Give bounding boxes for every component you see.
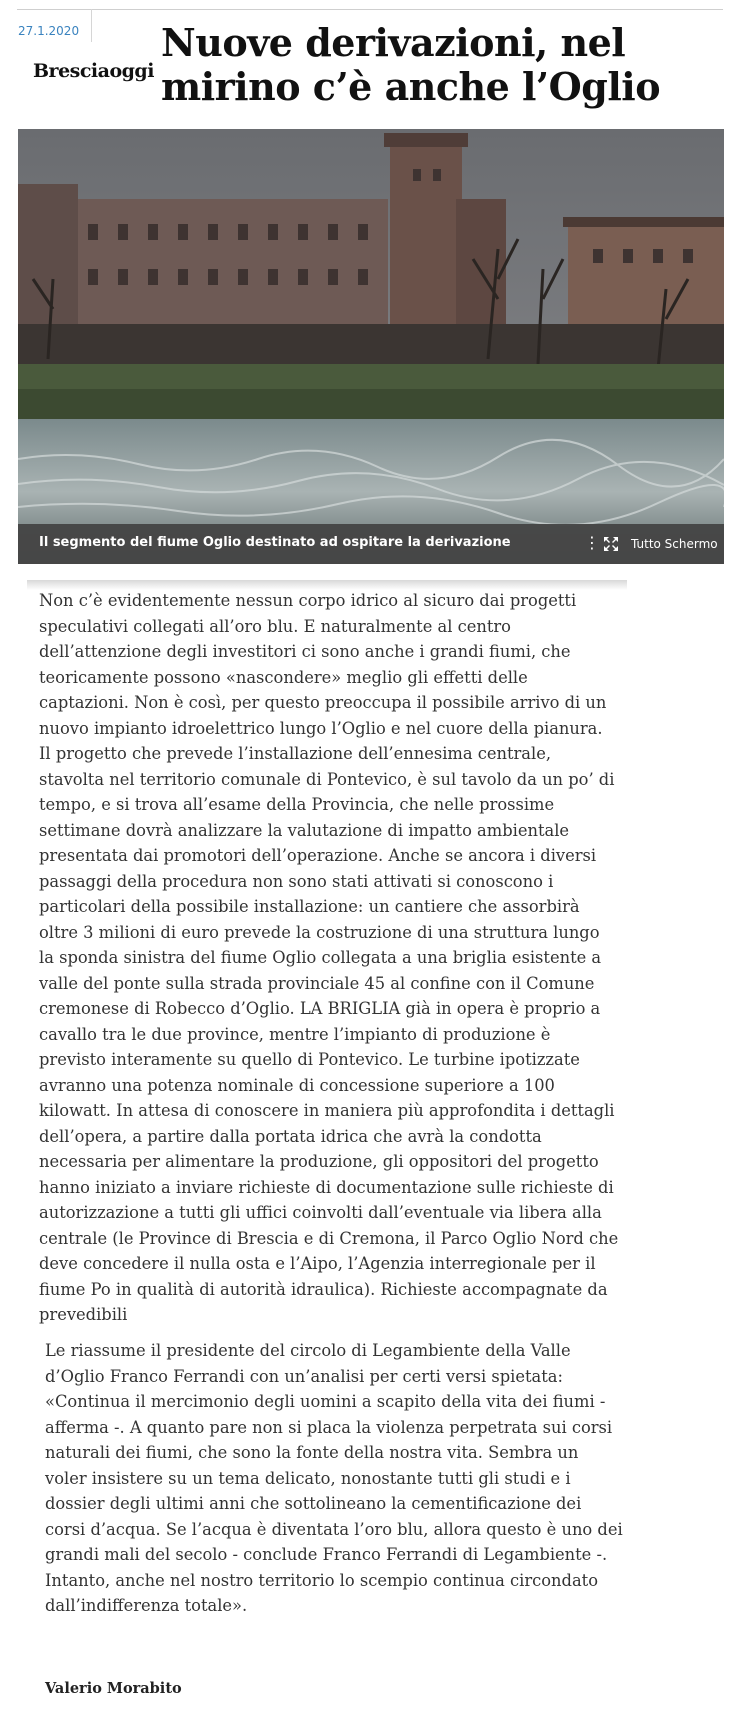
article-author: Valerio Morabito [45, 1680, 182, 1697]
more-options-icon[interactable]: ⋮ [584, 533, 600, 552]
castle-river-image [18, 129, 724, 564]
photo-caption: Il segmento del fiume Oglio destinato ad ospitare la derivazione [39, 535, 511, 550]
fullscreen-label: Tutto Schermo [631, 537, 718, 551]
fullscreen-icon [603, 536, 619, 552]
photo-caption-bar [18, 524, 724, 564]
article-photo [18, 129, 724, 564]
article-paragraph: Le riassume il presidente del circolo di Legambiente della Valle d’Oglio Franco Ferrandi con un’analisi per certi versi spietata: «Continua il mercimonio degli uomini a scapito della vita dei fiumi - afferma -. A quanto pare non si placa la violenza perpetrata sui corsi naturali dei fiumi, che sono la fonte della nostra vita. Sembra un voler insistere su un tema delicato, nonostante tutti gli studi e i dossier degli ultimi anni che sottolineano la cementificazione dei corsi d’acqua. Se l’acqua è diventata l’oro blu, allora questo è uno dei grandi mali del secolo - conclude Franco Ferrandi di Legambiente -. Intanto, anche nel nostro territorio lo scempio continua circondato dall’indifferenza totale». [45, 1341, 623, 1615]
top-divider [17, 9, 723, 10]
article-date: 27.1.2020 [18, 24, 80, 38]
newspaper-logo: Bresciaoggi [33, 60, 154, 82]
article-headline: Nuove derivazioni, nel mirino c’è anche l’Oglio [161, 20, 661, 109]
header-vertical-divider [91, 9, 92, 42]
article-paragraph: Non c’è evidentemente nessun corpo idrico al sicuro dai progetti speculativi collegati all’oro blu. E naturalmente al centro dell’attenzione degli investitori ci sono anche i grandi fiumi, che teoricamente possono «nascondere» meglio gli effetti delle captazioni. Non è così, per questo preoccupa il possibile arrivo di un nuovo impianto idroelettrico lungo l’Oglio e nel cuore della pianura. Il progetto che prevede l’installazione dell’ennesima centrale, stavolta nel territorio comunale di Pontevico, è sul tavolo da un po’ di tempo, e si trova all’esame della Provincia, che nelle prossime settimane dovrà analizzare la valutazione di impatto ambientale presentata dai promotori dell’operazione. Anche se ancora i diversi passaggi della procedura non sono stati attivati si conoscono i particolari della possibile installazione: un cantiere che assorbirà oltre 3 milioni di euro prevede la costruzione di una struttura lungo la sponda sinistra del fiume Oglio collegata a una briglia esistente a valle del ponte sulla strada provinciale 45 al confine con il Comune cremonese di Robecco d’Oglio. LA BRIGLIA già in opera è proprio a cavallo tra le due province, mentre l’impianto di produzione è previsto interamente su quello di Pontevico. Le turbine ipotizzate avranno una potenza nominale di concessione superiore a 100 kilowatt. In attesa di conoscere in maniera più approfondita i dettagli dell’opera, a partire dalla portata idrica che avrà la condotta necessaria per alimentare la produzione, gli oppositori del progetto hanno iniziato a inviare richieste di documentazione sulle richieste di autorizzazione a tutti gli uffici coinvolti dall’eventuale via libera alla centrale (le Province di Brescia e di Cremona, il Parco Oglio Nord che deve concedere il nulla osta e l’Aipo, l’Agenzia interregionale per il fiume Po in qualità di autorità idraulica). Richieste accompagnate da prevedibili [39, 591, 619, 1324]
fullscreen-button[interactable] [603, 533, 718, 555]
